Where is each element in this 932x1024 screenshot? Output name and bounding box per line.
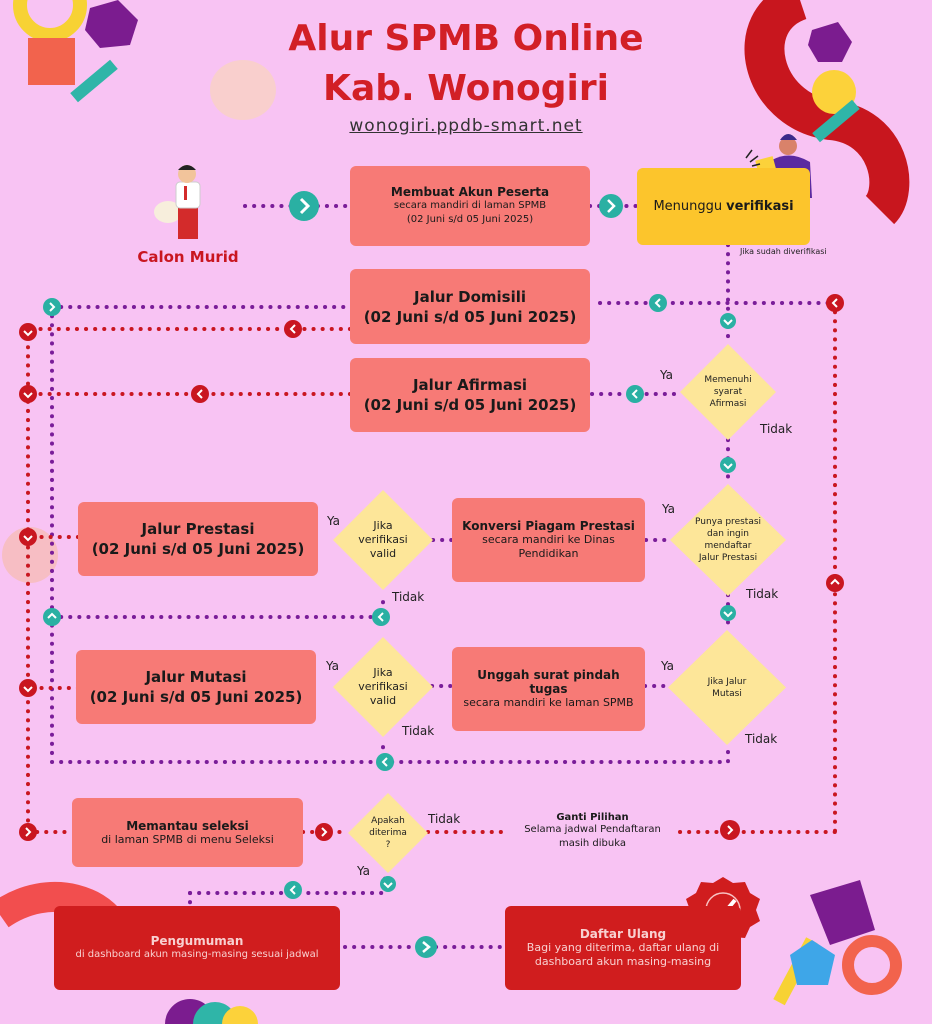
step-title: Jalur Prestasi [141,520,255,538]
label-ya: Ya [357,864,371,878]
step-title: Jalur Mutasi [145,668,247,686]
step-title: Konversi Piagam Prestasi [462,519,635,533]
decision-line: mendaftar [704,541,752,551]
decision-line: Punya prestasi [694,517,762,527]
step-title: Jalur Afirmasi [412,376,528,394]
page-subtitle: Kab. Wonogiri [323,68,609,109]
step-sub: di dashboard akun masing-masing sesuai jadwal [75,949,319,960]
step-memantau-seleksi [72,798,303,867]
page-title: Alur SPMB Online [288,18,644,59]
label-tidak: Tidak [760,422,793,436]
decision-text [348,793,428,873]
step-title: Ganti Pilihan [556,812,629,823]
step-pengumuman [54,906,340,990]
decision-line: Jika [373,666,393,679]
label-tidak: Tidak [402,724,435,738]
label-tidak: Tidak [745,732,778,746]
step-text: Menunggu [653,198,723,214]
step-period: (02 Juni s/d 05 Juni 2025) [406,214,534,225]
step-sub: secara mandiri ke laman SPMB [463,696,634,709]
label-ya: Ya [662,502,676,516]
step-title: Memantau seleksi [126,818,249,833]
step-sub: secara mandiri ke Dinas [482,533,615,546]
step-period: (02 Juni s/d 05 Juni 2025) [89,688,303,706]
decision-line: valid [369,547,397,560]
label-ya: Ya [660,368,674,382]
label-verified: Jika sudah diverifikasi [740,247,827,256]
step-jalur-prestasi [78,502,318,576]
decision-line: syarat [713,387,743,397]
decision-line: ? [385,840,391,850]
decision-line: verifikasi [358,533,408,546]
step-jalur-domisili [350,269,590,344]
step-sub: Bagi yang diterima, daftar ulang di [526,941,720,954]
decision-text [333,637,433,737]
step-jalur-afirmasi [350,358,590,432]
decision-line: Mutasi [712,688,742,699]
step-title: Pengumuman [150,934,244,948]
step-sub: Pendidikan [518,547,579,560]
decision-line: valid [369,694,397,707]
label-ya: Ya [661,659,675,673]
step-daftar-ulang [505,906,741,990]
decision-verification-valid-2 [333,637,433,737]
step-period: (02 Juni s/d 05 Juni 2025) [91,540,305,558]
step-bold: verifikasi [726,199,794,214]
label-tidak: Tidak [428,812,461,826]
decision-line: Jalur Prestasi [698,553,758,563]
step-title: Membuat Akun Peserta [390,185,550,199]
step-period: (02 Juni s/d 05 Juni 2025) [363,307,577,326]
decision-line: Jika [373,519,393,532]
step-unggah-surat [452,647,645,731]
step-sub: di laman SPMB di menu Seleksi [101,832,274,846]
step-title: Jalur Domisili [413,287,527,306]
decision-mutasi [668,630,786,745]
label-tidak: Tidak [392,590,425,604]
step-jalur-mutasi [76,650,316,724]
site-url-link[interactable]: wonogiri.ppdb-smart.net [349,116,583,136]
step-sub: Selama jadwal Pendaftaran [524,824,661,835]
step-sub: secara mandiri di laman SPMB [393,200,547,211]
step-sub: masih dibuka [559,838,626,849]
student-illustration [154,165,200,239]
decision-line: Apakah [371,816,405,826]
decision-prestasi [670,484,786,596]
decision-text [668,630,786,745]
actor-label: Calon Murid [137,248,239,266]
step-title: Daftar Ulang [579,927,667,941]
label-tidak: Tidak [746,587,779,601]
decision-text [670,484,786,596]
decision-line: dan ingin [707,529,749,539]
label-ya: Ya [326,659,340,673]
step-period: (02 Juni s/d 05 Juni 2025) [363,396,577,414]
step-konversi-piagam [452,498,645,582]
decision-line: verifikasi [358,680,408,693]
decision-line: Afirmasi [709,399,747,409]
decision-line: Memenuhi [704,375,752,385]
decision-verification-valid [333,490,433,590]
step-title: Unggah surat pindah tugas [477,668,620,696]
label-ya: Ya [327,514,341,528]
step-waiting-verification [637,168,810,245]
decision-diterima [348,793,428,873]
decision-line: Jika Jalur [707,676,747,687]
step-ganti-pilihan [505,812,680,851]
step-sub: dashboard akun masing-masing [534,955,712,968]
decision-text [333,490,433,590]
decision-line: diterima [369,828,407,838]
step-create-account [350,166,590,246]
